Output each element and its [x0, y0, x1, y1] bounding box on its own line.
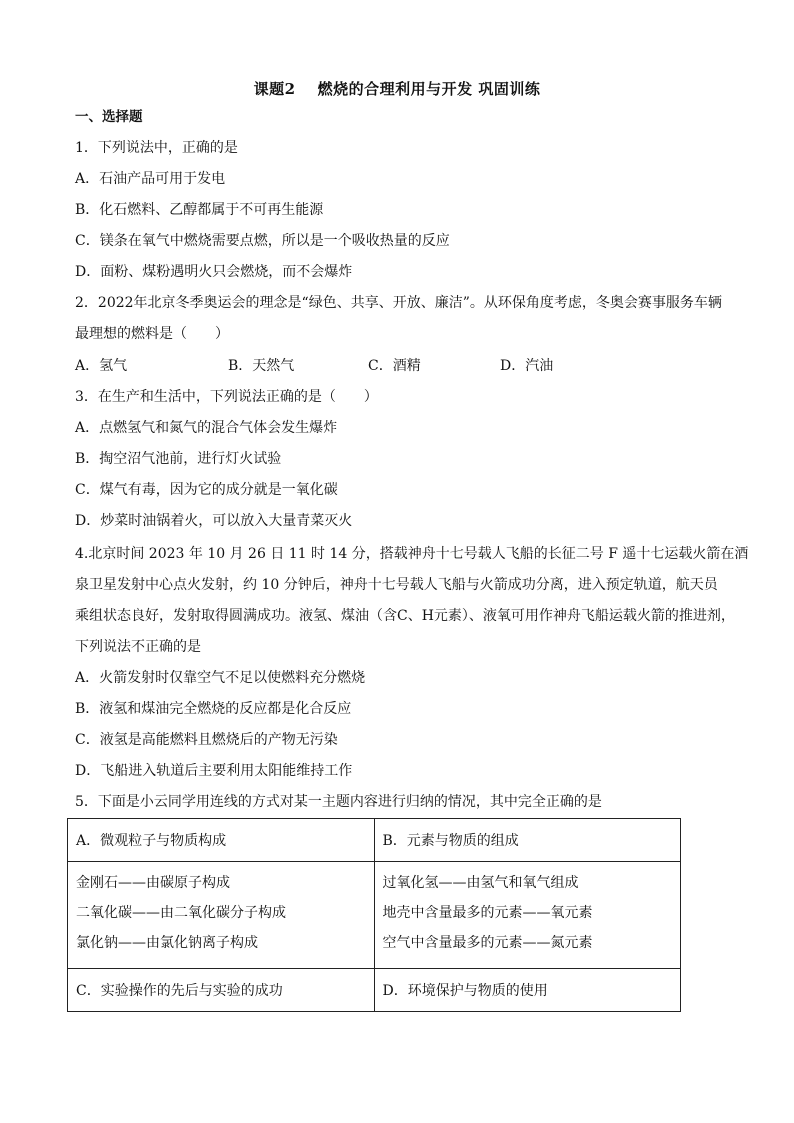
q5-b-line: 地壳中含量最多的元素——氧元素 [382, 905, 593, 921]
q5-b-line: 空气中含量最多的元素——氮元素 [382, 935, 593, 951]
q4-option-c: C．液氢是高能燃料且燃烧后的产物无污染 [75, 732, 338, 748]
q4-option-a: A．火箭发射时仅靠空气不足以使燃料充分燃烧 [75, 670, 366, 686]
q5-b-line: 过氧化氢——由氢气和氧气组成 [382, 875, 579, 891]
q2-option-b: B．天然气 [228, 358, 295, 374]
q1-stem: 1．下列说法中，正确的是 [75, 140, 238, 156]
q4-option-b: B．液氢和煤油完全燃烧的反应都是化合反应 [75, 701, 352, 717]
page-title [0, 78, 794, 99]
q5-cell-b-body [374, 862, 681, 969]
section-heading: 一、选择题 [75, 109, 143, 125]
q5-cell-a-body [68, 862, 375, 969]
q5-cell-b-header: B．元素与物质的组成 [374, 819, 681, 862]
title-topic: 燃烧的合理利用与开发 巩固训练 [317, 80, 541, 98]
q4-stem-line3: 乘组状态良好，发射取得圆满成功。液氢、煤油（含C、H元素）、液氧可用作神舟飞船运载火箭的推进剂， [75, 608, 735, 624]
q2-stem-line2: 最理想的燃料是（ ） [75, 326, 229, 342]
q5-a-line: 氯化钠——由氯化钠离子构成 [76, 935, 258, 951]
q3-option-b: B．掏空沼气池前，进行灯火试验 [75, 451, 282, 467]
q5-options-table [67, 818, 681, 1012]
q1-option-d: D．面粉、煤粉遇明火只会燃烧，而不会爆炸 [75, 264, 353, 280]
q5-cell-c-header: C．实验操作的先后与实验的成功 [68, 969, 375, 1012]
q4-stem-line1: 4.北京时间 2023 年 10 月 26 日 11 时 14 分，搭载神舟十七号载人飞船的长征二号 F 遥十七运载火箭在酒 [75, 546, 749, 562]
q1-option-b: B．化石燃料、乙醇都属于不可再生能源 [75, 202, 324, 218]
q2-option-c: C．酒精 [368, 358, 421, 374]
q2-stem-line1: 2．2022年北京冬季奥运会的理念是“绿色、共享、开放、廉洁”。从环保角度考虑，冬奥会赛事服务车辆 [75, 295, 722, 311]
q3-option-c: C．煤气有毒，因为它的成分就是一氧化碳 [75, 482, 338, 498]
q5-a-line: 二氧化碳——由二氧化碳分子构成 [76, 905, 286, 921]
q5-cell-d-header: D．环境保护与物质的使用 [374, 969, 681, 1012]
q5-cell-a-header: A．微观粒子与物质构成 [68, 819, 375, 862]
q3-option-d: D．炒菜时油锅着火，可以放入大量青菜灭火 [75, 513, 353, 529]
title-lesson: 课题2 [253, 80, 296, 98]
q2-option-d: D．汽油 [500, 358, 554, 374]
q5-a-line: 金刚石——由碳原子构成 [76, 875, 230, 891]
q4-stem-line2: 泉卫星发射中心点火发射，约 10 分钟后，神舟十七号载人飞船与火箭成功分离，进入预定轨道，航天员 [75, 577, 718, 593]
q4-option-d: D．飞船进入轨道后主要利用太阳能维持工作 [75, 763, 353, 779]
q1-option-c: C．镁条在氧气中燃烧需要点燃，所以是一个吸收热量的反应 [75, 233, 450, 249]
q3-stem: 3．在生产和生活中，下列说法正确的是（ ） [75, 389, 378, 405]
q1-option-a: A．石油产品可用于发电 [75, 171, 226, 187]
q5-stem: 5．下面是小云同学用连线的方式对某一主题内容进行归纳的情况，其中完全正确的是 [75, 794, 602, 810]
q2-option-a: A．氢气 [75, 358, 128, 374]
q4-stem-line4: 下列说法不正确的是 [75, 639, 201, 655]
q3-option-a: A．点燃氢气和氮气的混合气体会发生爆炸 [75, 420, 338, 436]
